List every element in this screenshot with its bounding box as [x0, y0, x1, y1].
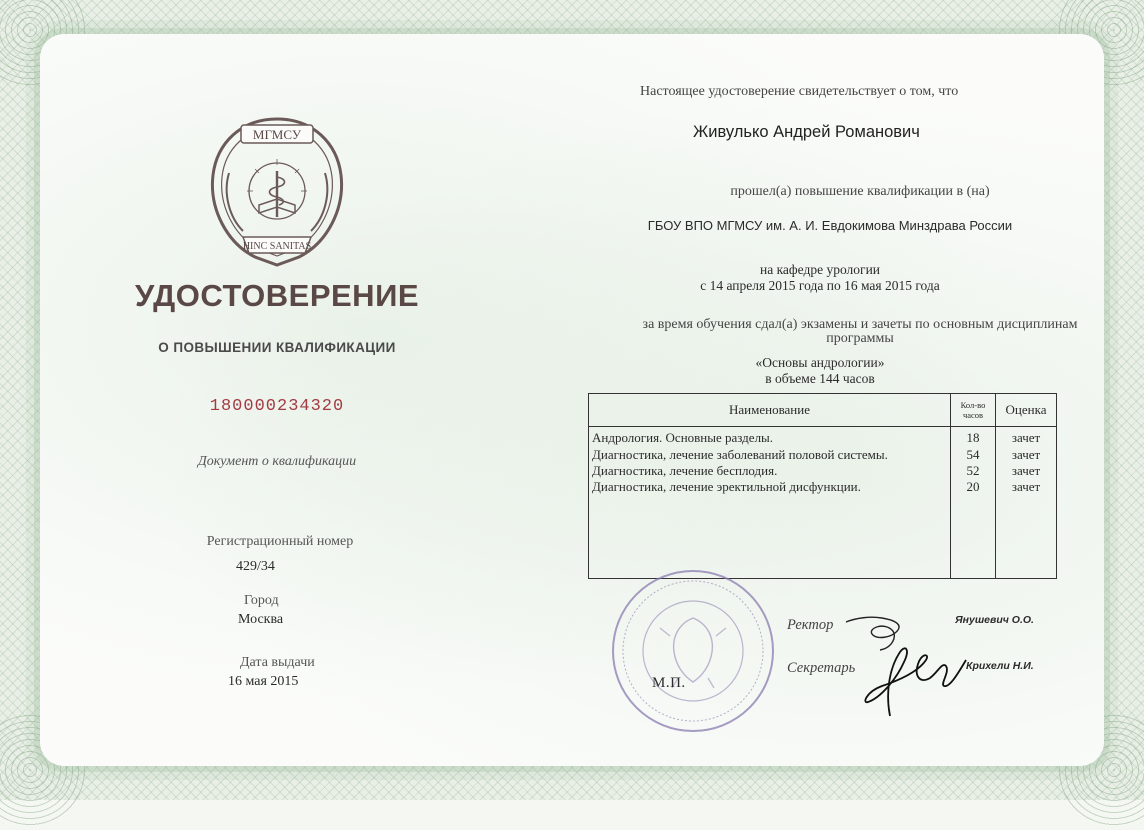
registration-number-label: Регистрационный номер — [206, 534, 354, 549]
table-row — [589, 463, 1057, 479]
university-emblem — [203, 113, 351, 269]
table-header-row — [589, 394, 1057, 427]
city-label: Город — [244, 593, 279, 608]
subject-grade: зачет — [996, 479, 1057, 495]
certificate-title: УДОСТОВЕРЕНИЕ — [134, 278, 420, 313]
issue-date-label: Дата выдачи — [240, 655, 315, 670]
table-row — [589, 427, 1057, 447]
institution-name: ГБОУ ВПО МГМСУ им. А. И. Евдокимова Минздрава России — [647, 218, 1013, 233]
study-period: с 14 апреля 2015 года по 16 мая 2015 года — [700, 278, 940, 293]
city-value: Москва — [238, 612, 284, 627]
subjects-table — [588, 393, 1057, 579]
emblem-top-text: МГМСУ — [252, 127, 302, 142]
subject-name: Диагностика, лечение бесплодия. — [589, 463, 951, 479]
subject-hours: 18 — [951, 427, 996, 447]
subject-name: Диагностика, лечение эректильной дисфункции. — [589, 479, 951, 495]
subject-name: Диагностика, лечение заболеваний половой системы. — [589, 447, 951, 463]
subject-hours: 52 — [951, 463, 996, 479]
subject-grade: зачет — [996, 463, 1057, 479]
registration-number: 429/34 — [236, 559, 275, 574]
subject-hours: 54 — [951, 447, 996, 463]
table-row — [589, 447, 1057, 463]
header-name: Наименование — [589, 394, 951, 427]
header-grade: Оценка — [996, 394, 1057, 427]
issue-date: 16 мая 2015 — [228, 674, 299, 689]
subject-name: Андрология. Основные разделы. — [589, 427, 951, 447]
exams-text — [620, 318, 1100, 346]
subject-hours: 20 — [951, 479, 996, 495]
emblem-motto: HINC SANITAS — [242, 241, 312, 252]
department: на кафедре урологии — [759, 262, 881, 277]
certificate-subtitle: О ПОВЫШЕНИИ КВАЛИФИКАЦИИ — [158, 340, 396, 355]
intro-text: Настоящее удостоверение свидетельствует о том, что — [640, 84, 959, 99]
serial-number: 180000234320 — [209, 397, 345, 416]
official-stamp — [608, 566, 778, 736]
subject-grade: зачет — [996, 427, 1057, 447]
header-hours: Кол-во часов — [951, 394, 996, 427]
stamp-label: М.П. — [652, 675, 686, 691]
exams-text-line-2: программы — [826, 331, 894, 346]
rector-name: Янушевич О.О. — [955, 614, 1034, 626]
secretary-label: Секретарь — [787, 660, 856, 676]
exams-text-line-1: за время обучения сдал(а) экзамены и зачеты по основным дисциплинам — [642, 317, 1078, 332]
table-row — [589, 479, 1057, 495]
program-volume: в объеме 144 часов — [765, 371, 875, 386]
program-title: «Основы андрологии» — [755, 355, 885, 370]
subject-grade: зачет — [996, 447, 1057, 463]
secretary-signature — [860, 640, 972, 722]
recipient-name: Живулько Андрей Романович — [693, 123, 920, 141]
secretary-name: Крихели Н.И. — [966, 660, 1034, 672]
document-type: Документ о квалификации — [197, 454, 357, 469]
rector-label: Ректор — [787, 617, 834, 633]
completed-text: прошел(а) повышение квалификации в (на) — [730, 184, 990, 199]
